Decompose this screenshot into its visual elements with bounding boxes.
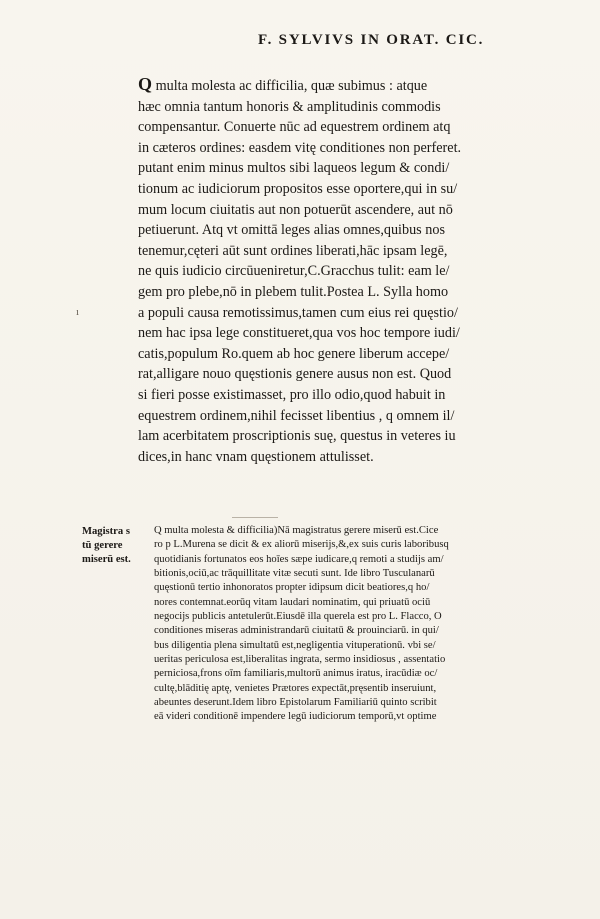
margin-note-line: tū gerere: [82, 540, 123, 552]
commentary-line: ueritas periculosa est,liberalitas ingrata, sermo insidiosus , assentatio: [154, 654, 446, 666]
main-text-line: putant enim minus multos sibi laqueos legum & condi/: [138, 160, 450, 177]
main-text-line: Q multa molesta ac difficilia, quæ subimus : atque: [138, 74, 428, 94]
commentary-line: eā videri conditionē impendere legū iudiciorum temporū,vt optime: [154, 711, 437, 723]
main-text-line: rat,alligare nouo quęstionis genere ausus non est. Quod: [138, 366, 452, 383]
main-text-line: nem hac ipsa lege constitueret,qua vos hoc tempore iudi/: [138, 325, 460, 342]
commentary-line: cultę,blāditię aptę, venietes Prætores expectāt,pręsentib inseruiunt,: [154, 682, 437, 694]
main-text-line: tenemur,cęteri aūt sunt ordines liberati,hāc ipsam legē,: [138, 242, 448, 259]
main-text-line: petiuerunt. Atq vt omittā leges alias omnes,quibus nos: [138, 222, 445, 239]
main-text-line: catis,populum Ro.quem ab hoc genere liberum accepe/: [138, 345, 450, 362]
main-text-line: ne quis iudicio circūueniretur,C.Gracchus tulit: eam le/: [138, 263, 450, 280]
commentary-line: ro p L.Murena se dicit & ex aliorū miserijs,&,ex suis curis laboribusq: [154, 539, 449, 551]
margin-mark: ı: [76, 306, 80, 318]
commentary-line: conditiones miseras administrandarū ciuitatū & prouinciarū. in qui/: [154, 625, 439, 637]
main-text-line: si fieri posse existimasset, pro illo odio,quod habuit in: [138, 386, 446, 403]
main-text-line: compensantur. Conuerte nūc ad equestrem ordinem atq: [138, 119, 451, 136]
main-text-line: gem pro plebe,nō in plebem tulit.Postea L. Sylla homo: [138, 283, 449, 300]
commentary-line: nores contemnat.eorūq vitam laudari nominatim, qui priuatū ociū: [154, 596, 431, 608]
margin-note: [82, 525, 152, 568]
commentary-line: bus diligentia plena simultatū est,negligentia vituperationū. vbi se/: [154, 639, 436, 651]
main-text-line: tionum ac iudiciorum propositos esse oportere,qui in su/: [138, 180, 458, 197]
main-text-line: dices,in hanc vnam quęstionem attulisset.: [138, 448, 374, 465]
main-text-line: mum locum ciuitatis aut non potuerūt ascendere, aut nō: [138, 201, 453, 218]
main-text-line: a populi causa remotissimus,tamen cum eius rei quęstio/: [138, 304, 458, 321]
commentary-line: quęstionū tertio inhonoratos propter idipsum dicit beatiores,q ho/: [154, 582, 430, 594]
section-divider: [232, 517, 278, 518]
main-text-line: in cæteros ordines: easdem vitę conditiones non perferet.: [138, 139, 462, 156]
margin-note-line: miserū est.: [82, 554, 131, 566]
commentary-line: quotidianis fortunatos eos hoīes sæpe iudicare,q remoti a studijs am/: [154, 553, 444, 565]
commentary-block: [154, 524, 582, 725]
main-text-line: hæc omnia tantum honoris & amplitudinis commodis: [138, 98, 441, 115]
main-text-line: lam acerbitatem proscriptionis suę, questus in veteres iu: [138, 428, 456, 445]
main-text-block: [138, 74, 578, 467]
commentary-line: bitionis,ociū,ac trāquillitate vitæ secuti sunt. Ide libro Tusculanarū: [154, 568, 435, 580]
margin-note-line: Magistra s: [82, 526, 130, 537]
running-head: F. SYLVIVS IN ORAT. CIC.: [258, 32, 485, 48]
commentary-line: Q multa molesta & difficilia)Nā magistratus gerere miserū est.Cice: [154, 525, 439, 536]
main-text-line: equestrem ordinem,nihil fecisset libentius , q omnem il/: [138, 407, 455, 424]
commentary-line: negocijs publicis antetulerūt.Eiusdē illa querela est pro L. Flacco, O: [154, 611, 442, 623]
commentary-line: abeuntes deserunt.Idem libro Epistolarum Familiariū quinto scribit: [154, 697, 437, 709]
commentary-line: perniciosa,frons oīm familiaris,multorū animus iratus, iracūdiæ oc/: [154, 668, 438, 680]
